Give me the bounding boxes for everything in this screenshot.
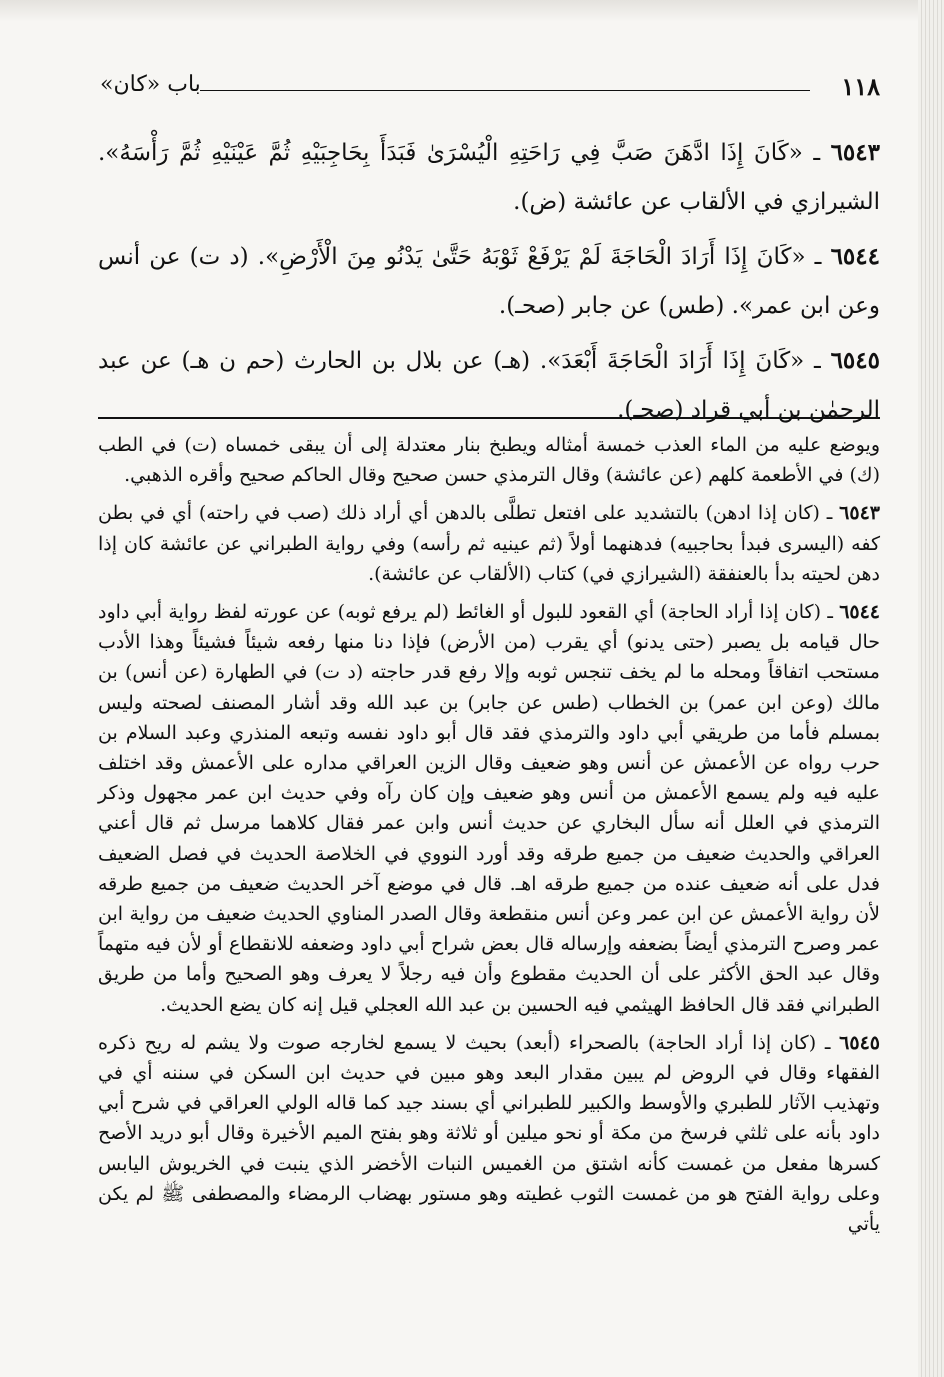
hadith-text xyxy=(98,128,880,440)
page-header xyxy=(100,70,880,110)
commentary-entry xyxy=(98,597,880,1020)
hadith-body: «كَانَ إِذَا ادَّهَنَ صَبَّ فِي رَاحَتِهِ الْيُسْرَىٰ فَبَدَأَ بِحَاجِبَيْهِ ثُمَّ عَيْنَيْهِ ثُمَّ رَأْسَهُ». الشيرازي في الألقاب عن عائشة (ض). xyxy=(98,140,880,215)
page-number: ١١٨ xyxy=(841,72,880,101)
separator: ـ xyxy=(804,348,831,374)
commentary-number: ٦٥٤٥ xyxy=(839,1031,880,1054)
hadith-number: ٦٥٤٤ xyxy=(830,243,880,270)
hadith-entry xyxy=(98,128,880,227)
separator: ـ xyxy=(802,140,831,166)
hadith-entry xyxy=(98,336,880,435)
commentary-intro: ويوضع عليه من الماء العذب خمسة أمثاله ويطبخ بنار معتدلة إلى أن يبقى خمساه (ت) في الطب (ك) في الأطعمة كلهم (عن عائشة) وقال الترمذي حسن صحيح وقال الحاكم صحيح وأقره الذهبي. xyxy=(98,434,880,487)
commentary-body: (كان إذا أراد الحاجة) أي القعود للبول أو الغائط (لم يرفع ثوبه) عن عورته لفظ رواية أبي داود حال قيامه بل يصبر (حتى يدنو) أي يقرب (من الأرض) فإذا دنا منها رفعه شيئاً فشيئاً وهذا الأدب مستحب اتفاقاً ومحله ما لم يخف تنجس ثوبه وإلا رفع قدر حاجته (د ت) في الطهارة (عن أنس) بن مالك (وعن ابن عمر) بن الخطاب (طس عن جابر) بن عبد الله وقد أشار المصنف لصحته وليس بمسلم فأما من طريقي أبي داود والترمذي فقد قال أبو داود نفسه وتبعه المنذري وعبد السلام بن حرب رواه عن الأعمش عن أنس وهو ضعيف وقال الزين العراقي مداره على الأعمش وقد اختلف عليه فيه ولم يسمع الأعمش من أنس وهو ضعيف وإن كان رآه وفي حديث ابن عمر مجهول وذكر الترمذي في العلل أنه سأل البخاري عن حديث أنس وابن عمر فقال كلاهما مرسل ثم قال أعني العراقي والحديث ضعيف من جميع طرقه وقد أورد النووي في الخلاصة الحديث في فصل الضعيف فدل على أنه ضعيف عنده من جميع طرقه اهـ. قال في موضع آخر الحديث ضعيف من جميع طرقه لأن رواية الأعمش عن ابن عمر وعن أنس منقطعة وقال الصدر المناوي الحديث ضعيف من رواية ابن عمر وصرح الترمذي أيضاً بضعفه وإرساله قال بعض شراح أبي داود وضعفه للانقطاع أو لأن فيه متهماً وقال عبد الحق الأكثر على أن الحديث مقطوع وأن فيه رجلاً لا يعرف وهو الصحيح وأما من طريق الطبراني فقد قال الحافظ الهيثمي فيه الحسين بن عبد الله العجلي قيل إنه كان يضع الحديث. xyxy=(98,601,880,1016)
commentary-body: (كان إذا أراد الحاجة) بالصحراء (أبعد) بحيث لا يسمع لخارجه صوت ولا يشم له ريح ذكره الفقهاء وقال في الروض لم يبين مقدار البعد وهو مبين في حديث ابن السكن في سننه أي في وتهذيب الآثار للطبري والأوسط والكبير للطبراني أي بسند جيد كما قاله الولي العراقي في شرح أبي داود بأنه على ثلثي فرسخ من مكة أو نحو ميلين أو ثلاثة وهو بفتح الميم الأخيرة وقال أبو دريد الأصح كسرها مفعل من غمست كأنه اشتق من الغميس النبات الأخضر الذي ينبت في الخريوش اليابس وعلى رواية الفتح هو من غمست الثوب غطيته وهو مستور بهضاب الرمضاء والمصطفى ﷺ لم يكن يأتي xyxy=(98,1031,880,1236)
hadith-number: ٦٥٤٥ xyxy=(830,347,880,374)
separator: ـ xyxy=(819,502,840,525)
separator: ـ xyxy=(805,244,831,270)
section-divider xyxy=(98,417,880,419)
separator: ـ xyxy=(816,1031,840,1054)
commentary-number: ٦٥٤٤ xyxy=(839,601,881,624)
commentary-entry xyxy=(98,1028,880,1239)
commentary-number: ٦٥٤٣ xyxy=(839,502,880,525)
commentary-text xyxy=(98,430,880,1247)
scan-top-edge xyxy=(0,0,944,22)
commentary-entry xyxy=(98,498,880,589)
hadith-body: «كَانَ إِذَا أَرَادَ الْحَاجَةَ أَبْعَدَ». (هـ) عن بلال بن الحارث (حم ن هـ) عن عبد الرحمٰن بن أبي قراد (صحـ). xyxy=(98,348,880,423)
hadith-entry xyxy=(98,232,880,331)
hadith-body: «كَانَ إِذَا أَرَادَ الْحَاجَةَ لَمْ يَرْفَعْ ثَوْبَهُ حَتَّىٰ يَدْنُو مِنَ الْأَرْضِ». (د ت) عن أنس وعن ابن عمر». (طس) عن جابر (صحـ). xyxy=(98,244,880,319)
hadith-number: ٦٥٤٣ xyxy=(830,139,880,166)
header-rule xyxy=(200,90,810,91)
scan-binding-edge xyxy=(918,0,944,1377)
chapter-title: باب «كان» xyxy=(100,72,201,97)
separator: ـ xyxy=(821,601,840,624)
commentary-body: (كان إذا ادهن) بالتشديد على افتعل تطلَّى بالدهن أي أراد ذلك (صب في راحته) أي في بطن كفه (اليسرى فبدأ بحاجبيه) فدهنهما أولاً (ثم عينيه ثم رأسه) وفي رواية الطبراني عن عائشة كان إذا دهن لحيته بدأ بالعنفقة (الشيرازي في) كتاب (الألقاب عن عائشة). xyxy=(98,502,880,585)
